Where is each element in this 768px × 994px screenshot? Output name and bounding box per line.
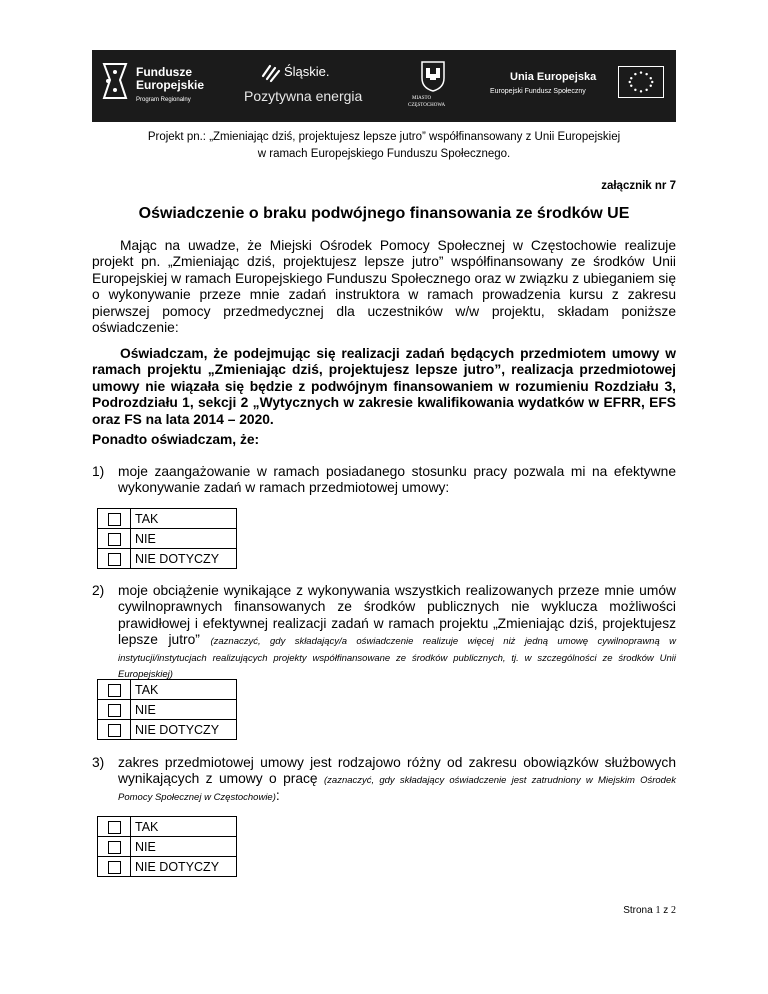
item-text: moje zaangażowanie w ramach posiadanego stosunku pracy pozwala mi na efektywne wykonywanie zadań w ramach przedmiotowej umowy: [118,464,676,496]
eu-funds-logo-text: Fundusze Europejskie [136,65,205,92]
option-row [98,509,237,529]
checkbox-yes[interactable] [108,821,121,834]
eu-subtitle: Europejski Fundusz Społeczny [490,88,586,95]
slaskie-logo-name: Śląskie. [284,64,330,79]
page-title: Oświadczenie o braku podwójnego finansowania ze środków UE [138,205,630,222]
footer-page: 1 [655,905,661,916]
option-label: TAK [131,817,237,837]
option-label: NIE [131,837,237,857]
eu-flag-icon [618,66,664,98]
attachment-label: załącznik nr 7 [601,180,676,192]
option-row [98,700,237,720]
options-table-2 [97,679,237,740]
option-row [98,837,237,857]
option-row [98,720,237,740]
item-text [118,583,676,681]
item-number: 1) [92,464,105,479]
crest-caption-1: MIASTO [412,96,432,101]
option-label: NIE [131,529,237,549]
checkbox-not-applicable[interactable] [108,861,121,874]
item-number: 2) [92,583,105,598]
checkbox-no[interactable] [108,533,121,546]
option-label: TAK [131,509,237,529]
footer-strona: Strona [623,905,653,916]
options-table-3 [97,816,237,877]
item-main-text: zakres przedmiotowej umowy jest rodzajowo różny od zakresu obowiązków służbowych wynikających z umowy o pracę [118,755,676,787]
checkbox-yes[interactable] [108,684,121,697]
eu-funds-program: Program Regionalny [136,97,191,103]
checkbox-not-applicable[interactable] [108,724,121,737]
footer-total: 2 [671,905,676,916]
city-crest-icon [420,60,446,92]
option-label: TAK [131,680,237,700]
option-label: NIE DOTYCZY [131,720,237,740]
further-heading: Ponadto oświadczam, że: [92,432,260,447]
checkbox-not-applicable[interactable] [108,553,121,566]
crest-caption-2: CZĘSTOCHOWA [408,103,446,108]
options-table-1 [97,508,237,569]
option-row [98,680,237,700]
checkbox-no[interactable] [108,841,121,854]
header-banner [92,50,676,122]
option-row [98,857,237,877]
item-note: (zaznaczyć, gdy składający/a oświadczenie realizuje więcej niż jedną umowę cywilnoprawną w instytucji/instytucjach realizujących projekty współfinansowane ze środków publicznych, tj. w szczególności ze środków Unii Europejskiej) [118,636,676,681]
item-main-text: moje obciążenie wynikające z wykonywania wszystkich realizowanych przeze mnie umów cywilnoprawnych finansowanych ze środków publicznych nie wyklucza możliwości prawidłowej i efektywnej realizacji zadań w ramach projektu „Zmieniając dziś, projektujesz lepsze jutro” [118,583,676,648]
option-label: NIE [131,700,237,720]
option-label: NIE DOTYCZY [131,549,237,569]
item-number: 3) [92,755,105,770]
item-text [118,755,676,804]
checkbox-yes[interactable] [108,513,121,526]
declaration-paragraph: Oświadczam, że podejmując się realizacji zadań będących przedmiotem umowy w ramach projektu „Zmieniając dziś, projektujesz lepsze jutro”, realizacja przedmiotowej umowy nie wiązała się będzie z podwójnym finansowaniem w rozumieniu Rozdziału 3, Podrozdziału 1, sekcji 2 „Wytycznych w zakresie kwalifikowania wydatków w EFRR, EFS oraz FS na lata 2014 – 2020. [92,346,676,427]
eu-title: Unia Europejska [510,71,597,83]
item-trail: : [275,787,280,803]
option-label: NIE DOTYCZY [131,857,237,877]
option-row [98,529,237,549]
option-row [98,817,237,837]
slaskie-logo-icon [260,62,282,84]
project-line-2: w ramach Europejskiego Funduszu Społecznego. [257,148,511,160]
option-row [98,549,237,569]
checkbox-no[interactable] [108,704,121,717]
eu-funds-logo-icon [100,60,130,102]
slaskie-tagline: Pozytywna energia [244,88,363,104]
project-line-1: Projekt pn.: „Zmieniając dziś, projektujesz lepsze jutro” współfinansowany z Unii Europejskiej [147,131,621,143]
intro-paragraph: Mając na uwadze, że Miejski Ośrodek Pomocy Społecznej w Częstochowie realizuje projekt pn. „Zmieniając dziś, projektujesz lepsze jutro” współfinansowany ze środków Unii Europejskiej w ramach Europejskiego Funduszu Społecznego oraz w związku z ubieganiem się o wykonywanie przeze mnie zadań instruktora w ramach prowadzenia kursu z zakresu pierwszej pomocy przedmedycznej dla uczestników w/w projektu, składam poniższe oświadczenie: [92,238,676,336]
footer-z: z [663,905,669,916]
page-footer [623,905,676,916]
item-note: (zaznaczyć, gdy składający oświadczenie jest zatrudniony w Miejskim Ośrodek Pomocy Społecznej w Częstochowie) [118,775,676,803]
